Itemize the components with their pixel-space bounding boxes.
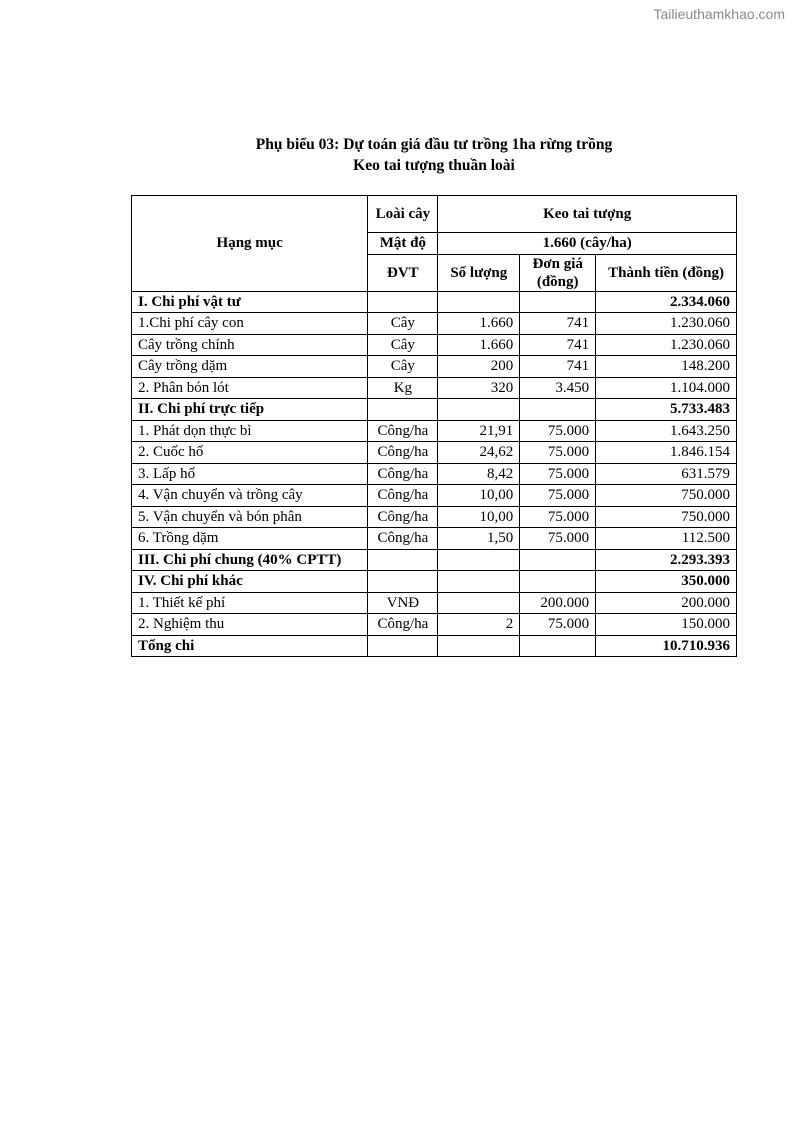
header-unit: ĐVT bbox=[368, 254, 438, 291]
row-quantity: 1.660 bbox=[438, 313, 520, 335]
header-total: Thành tiền (đồng) bbox=[596, 254, 737, 291]
table-row bbox=[132, 334, 737, 356]
watermark: Tailieuthamkhao.com bbox=[653, 6, 785, 22]
row-item: 1. Thiết kế phí bbox=[132, 592, 368, 614]
row-total: 2.293.393 bbox=[596, 549, 737, 571]
row-unit: Công/ha bbox=[368, 463, 438, 485]
row-item: I. Chi phí vật tư bbox=[132, 291, 368, 313]
row-unit bbox=[368, 399, 438, 421]
row-total: 148.200 bbox=[596, 356, 737, 378]
row-unit-price: 75.000 bbox=[520, 528, 596, 550]
table-row bbox=[132, 614, 737, 636]
table-row bbox=[132, 549, 737, 571]
table-row bbox=[132, 442, 737, 464]
table-row bbox=[132, 528, 737, 550]
row-unit-price: 75.000 bbox=[520, 506, 596, 528]
row-total: 112.500 bbox=[596, 528, 737, 550]
row-unit bbox=[368, 291, 438, 313]
row-quantity: 10,00 bbox=[438, 506, 520, 528]
row-item: 1. Phát dọn thực bì bbox=[132, 420, 368, 442]
row-item: 2. Phân bón lót bbox=[132, 377, 368, 399]
row-quantity: 10,00 bbox=[438, 485, 520, 507]
table-row bbox=[132, 635, 737, 657]
row-total: 1.846.154 bbox=[596, 442, 737, 464]
row-total: 1.104.000 bbox=[596, 377, 737, 399]
row-total: 350.000 bbox=[596, 571, 737, 593]
row-total: 2.334.060 bbox=[596, 291, 737, 313]
table-row bbox=[132, 592, 737, 614]
row-item: 3. Lấp hố bbox=[132, 463, 368, 485]
row-unit: Cây bbox=[368, 313, 438, 335]
row-quantity bbox=[438, 635, 520, 657]
row-total: 750.000 bbox=[596, 506, 737, 528]
row-unit-price bbox=[520, 291, 596, 313]
row-item: 5. Vận chuyển và bón phân bbox=[132, 506, 368, 528]
document-title bbox=[0, 134, 794, 176]
row-quantity bbox=[438, 291, 520, 313]
row-item: 2. Nghiệm thu bbox=[132, 614, 368, 636]
row-unit bbox=[368, 635, 438, 657]
header-density-label: Mật độ bbox=[368, 233, 438, 255]
row-unit-price: 3.450 bbox=[520, 377, 596, 399]
budget-table bbox=[131, 195, 737, 657]
row-total: 1.643.250 bbox=[596, 420, 737, 442]
row-total: 10.710.936 bbox=[596, 635, 737, 657]
row-quantity bbox=[438, 549, 520, 571]
title-line-2: Keo tai tượng thuần loài bbox=[353, 157, 515, 174]
row-quantity: 320 bbox=[438, 377, 520, 399]
row-item: Tổng chi bbox=[132, 635, 368, 657]
row-unit-price: 741 bbox=[520, 334, 596, 356]
table-row bbox=[132, 420, 737, 442]
row-unit bbox=[368, 549, 438, 571]
row-item: 2. Cuốc hố bbox=[132, 442, 368, 464]
row-item: III. Chi phí chung (40% CPTT) bbox=[132, 549, 368, 571]
row-unit-price: 75.000 bbox=[520, 420, 596, 442]
row-unit: Công/ha bbox=[368, 506, 438, 528]
table-row bbox=[132, 313, 737, 335]
row-quantity bbox=[438, 571, 520, 593]
row-total: 631.579 bbox=[596, 463, 737, 485]
row-unit: Công/ha bbox=[368, 420, 438, 442]
row-unit-price: 75.000 bbox=[520, 614, 596, 636]
header-species-value: Keo tai tượng bbox=[438, 196, 737, 233]
row-total: 750.000 bbox=[596, 485, 737, 507]
row-item: Cây trồng chính bbox=[132, 334, 368, 356]
row-total: 150.000 bbox=[596, 614, 737, 636]
row-item: II. Chi phí trực tiếp bbox=[132, 399, 368, 421]
row-unit: Công/ha bbox=[368, 485, 438, 507]
table-row bbox=[132, 463, 737, 485]
row-quantity: 24,62 bbox=[438, 442, 520, 464]
row-total: 5.733.483 bbox=[596, 399, 737, 421]
title-line-1: Phụ biểu 03: Dự toán giá đầu tư trồng 1ha rừng trồng bbox=[255, 136, 613, 153]
table-row bbox=[132, 506, 737, 528]
row-total: 1.230.060 bbox=[596, 313, 737, 335]
row-unit-price bbox=[520, 399, 596, 421]
row-quantity: 8,42 bbox=[438, 463, 520, 485]
table-row bbox=[132, 356, 737, 378]
row-item: 4. Vận chuyển và trồng cây bbox=[132, 485, 368, 507]
header-density-value: 1.660 (cây/ha) bbox=[438, 233, 737, 255]
header-row-species bbox=[132, 196, 737, 233]
table-row bbox=[132, 571, 737, 593]
row-unit: Cây bbox=[368, 356, 438, 378]
row-total: 200.000 bbox=[596, 592, 737, 614]
row-unit: VNĐ bbox=[368, 592, 438, 614]
table-row bbox=[132, 291, 737, 313]
row-quantity: 1.660 bbox=[438, 334, 520, 356]
row-unit: Cây bbox=[368, 334, 438, 356]
header-unit-price: Đơn giá (đồng) bbox=[520, 254, 596, 291]
row-unit: Công/ha bbox=[368, 442, 438, 464]
row-unit-price: 75.000 bbox=[520, 463, 596, 485]
row-quantity: 200 bbox=[438, 356, 520, 378]
table-row bbox=[132, 377, 737, 399]
row-item: 1.Chi phí cây con bbox=[132, 313, 368, 335]
row-unit-price bbox=[520, 549, 596, 571]
row-item: IV. Chi phí khác bbox=[132, 571, 368, 593]
row-unit-price bbox=[520, 635, 596, 657]
row-item: 6. Trồng dặm bbox=[132, 528, 368, 550]
row-quantity bbox=[438, 592, 520, 614]
row-unit-price: 200.000 bbox=[520, 592, 596, 614]
row-quantity: 1,50 bbox=[438, 528, 520, 550]
row-unit-price: 75.000 bbox=[520, 442, 596, 464]
header-quantity: Số lượng bbox=[438, 254, 520, 291]
row-unit bbox=[368, 571, 438, 593]
row-quantity: 2 bbox=[438, 614, 520, 636]
row-unit: Công/ha bbox=[368, 528, 438, 550]
row-unit-price: 741 bbox=[520, 356, 596, 378]
row-unit: Công/ha bbox=[368, 614, 438, 636]
table-row bbox=[132, 485, 737, 507]
row-unit: Kg bbox=[368, 377, 438, 399]
row-total: 1.230.060 bbox=[596, 334, 737, 356]
header-species-label: Loài cây bbox=[368, 196, 438, 233]
row-quantity: 21,91 bbox=[438, 420, 520, 442]
header-item: Hạng mục bbox=[132, 196, 368, 292]
row-unit-price bbox=[520, 571, 596, 593]
row-item: Cây trồng dặm bbox=[132, 356, 368, 378]
row-quantity bbox=[438, 399, 520, 421]
row-unit-price: 741 bbox=[520, 313, 596, 335]
row-unit-price: 75.000 bbox=[520, 485, 596, 507]
budget-table-body bbox=[132, 196, 737, 657]
table-row bbox=[132, 399, 737, 421]
